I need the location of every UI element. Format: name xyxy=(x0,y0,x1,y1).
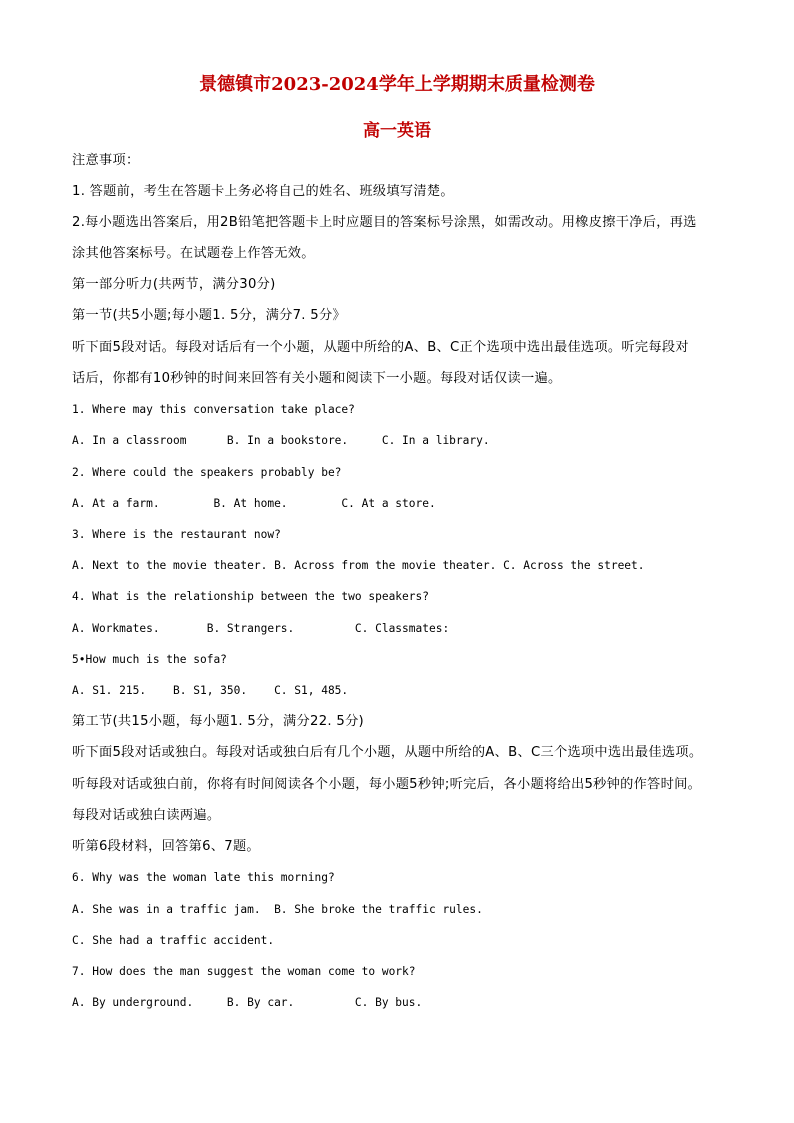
question-2-options: A. At a farm. B. At home. C. At a store. xyxy=(72,497,436,510)
notes-item-1: 1. 答题前，考生在答题卡上务必将自己的姓名、班级填写清楚。 xyxy=(72,184,454,199)
section2-instructions-line-3: 每段对话或独白读两遍。 xyxy=(72,808,221,823)
section2-heading: 第工节(共15小题，每小题1. 5分，满分22. 5分) xyxy=(72,714,365,729)
question-3-options: A. Next to the movie theater. B. Across from the movie theater. C. Across the street. xyxy=(72,559,645,572)
notes-heading: 注意事项： xyxy=(72,153,140,168)
question-7: 7. How does the man suggest the woman come to work? xyxy=(72,965,416,978)
question-6-options-line-1: A. She was in a traffic jam. B. She broke the traffic rules. xyxy=(72,903,483,916)
exam-title: 景德镇市2023-2024学年上学期期末质量检测卷 xyxy=(199,74,595,95)
question-4: 4. What is the relationship between the two speakers? xyxy=(72,590,429,603)
question-6: 6. Why was the woman late this morning? xyxy=(72,871,335,884)
question-5: 5•How much is the sofa? xyxy=(72,653,227,666)
question-4-options: A. Workmates. B. Strangers. C. Classmates: xyxy=(72,622,450,635)
part1-heading: 第一部分听力(共两节，满分30分) xyxy=(72,277,276,292)
section1-heading: 第一节(共5小题;每小题1. 5分，满分7. 5分》 xyxy=(72,308,346,323)
section1-instructions-line-2: 话后，你都有10秒钟的时间来回答有关小题和阅读下一小题。每段对话仅读一遍。 xyxy=(72,371,562,386)
section2-instructions-line-2: 听每段对话或独白前，你将有时间阅读各个小题，每小题5秒钟;听完后，各小题将给出5秒钟的作答时间。 xyxy=(72,777,702,792)
question-7-options: A. By underground. B. By car. C. By bus. xyxy=(72,996,423,1009)
exam-subtitle: 高一英语 xyxy=(363,121,431,141)
question-6-options-line-2: C. She had a traffic accident. xyxy=(72,934,275,947)
question-3: 3. Where is the restaurant now? xyxy=(72,528,281,541)
notes-item-2-line-2: 涂其他答案标号。在试题卷上作答无效。 xyxy=(72,246,315,261)
question-1-options: A. In a classroom B. In a bookstore. C. In a library. xyxy=(72,434,490,447)
notes-item-2-line-1: 2.每小题选出答案后，用2B铅笔把答题卡上时应题目的答案标号涂黑，如需改动。用橡皮擦干净后，再选 xyxy=(72,215,697,230)
question-1: 1. Where may this conversation take place? xyxy=(72,403,355,416)
question-2: 2. Where could the speakers probably be? xyxy=(72,466,342,479)
question-5-options: A. S1. 215. B. S1, 350. C. S1, 485. xyxy=(72,684,349,697)
section1-instructions-line-1: 听下面5段对话。每段对话后有一个小题，从题中所给的A、B、C正个选项中选出最佳选项。听完每段对 xyxy=(72,340,689,355)
section2-instructions-line-1: 听下面5段对话或独白。每段对话或独白后有几个小题，从题中所给的A、B、C三个选项中选出最佳选项。 xyxy=(72,745,703,760)
passage-6-intro: 听第6段材料，回答第6、7题。 xyxy=(72,839,260,854)
